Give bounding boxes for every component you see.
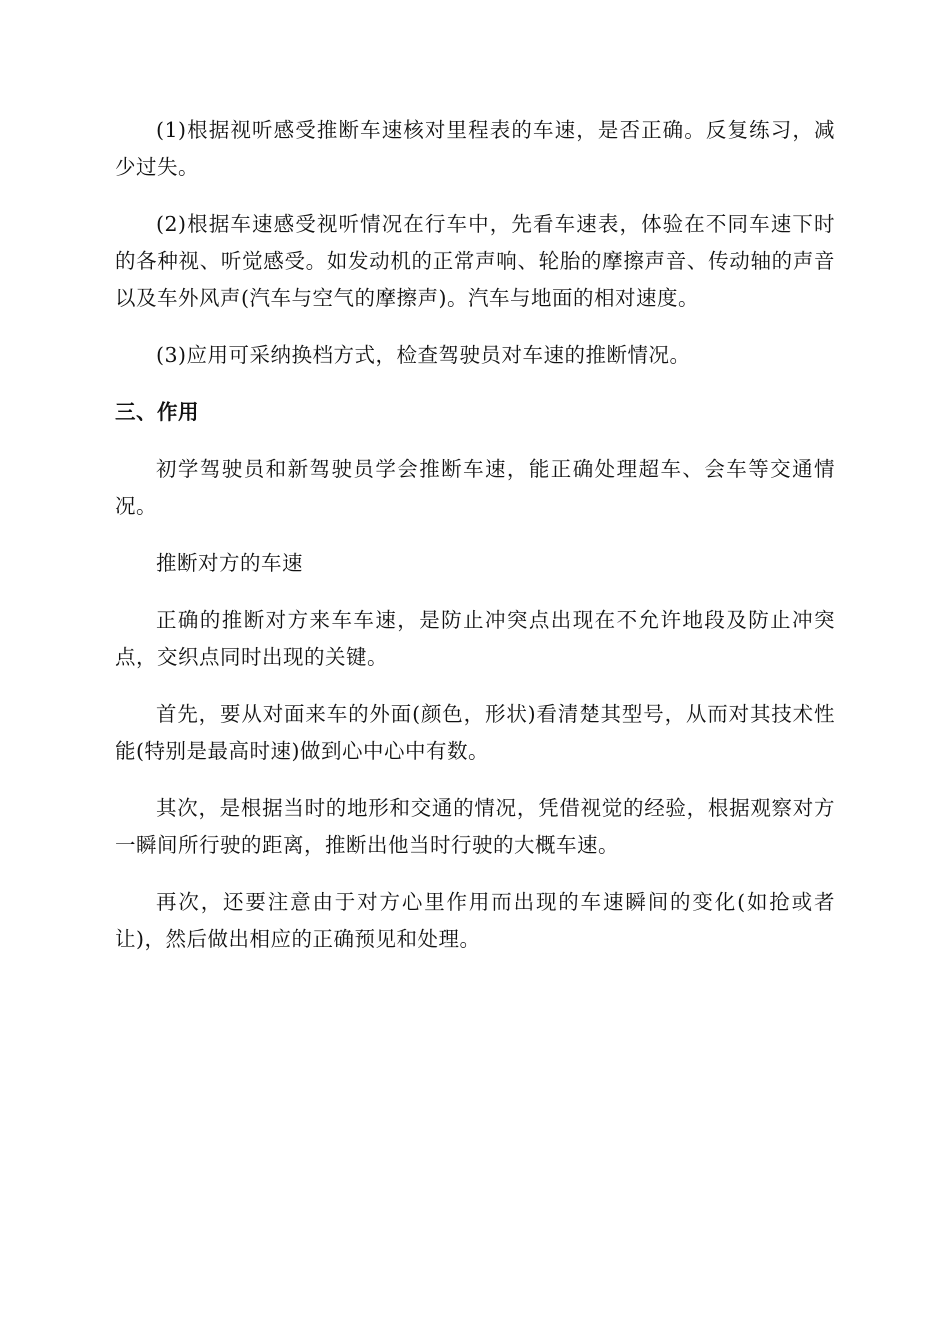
- paragraph-subheading: 推断对方的车速: [156, 551, 303, 575]
- paragraph-method-3: (3)应用可采纳换档方式，检查驾驶员对车速的推断情况。: [156, 343, 691, 367]
- paragraph-key-point: 正确的推断对方来车车速，是防止冲突点出现在不允许地段及防止冲突点，交织点同时出现的关键。: [115, 608, 835, 669]
- section-heading: 三、作用: [115, 400, 199, 424]
- paragraph-purpose: 初学驾驶员和新驾驶员学会推断车速，能正确处理超车、会车等交通情况。: [115, 457, 835, 518]
- paragraph-method-2: (2)根据车速感受视听情况在行车中，先看车速表，体验在不同车速下时的各种视、听觉感受。如发动机的正常声响、轮胎的摩擦声音、传动轴的声音以及车外风声(汽车与空气的摩擦声)。汽车与地面的相对速度。: [115, 212, 835, 310]
- document-body: [115, 112, 835, 978]
- paragraph-method-1: (1)根据视听感受推断车速核对里程表的车速，是否正确。反复练习，减少过失。: [115, 118, 835, 179]
- paragraph-second: 其次，是根据当时的地形和交通的情况，凭借视觉的经验，根据观察对方一瞬间所行驶的距离，推断出他当时行驶的大概车速。: [115, 796, 835, 857]
- paragraph-first: 首先，要从对面来车的外面(颜色，形状)看清楚其型号，从而对其技术性能(特别是最高时速)做到心中心中有数。: [115, 702, 835, 763]
- paragraph-third: 再次，还要注意由于对方心里作用而出现的车速瞬间的变化(如抢或者让)，然后做出相应的正确预见和处理。: [115, 890, 835, 951]
